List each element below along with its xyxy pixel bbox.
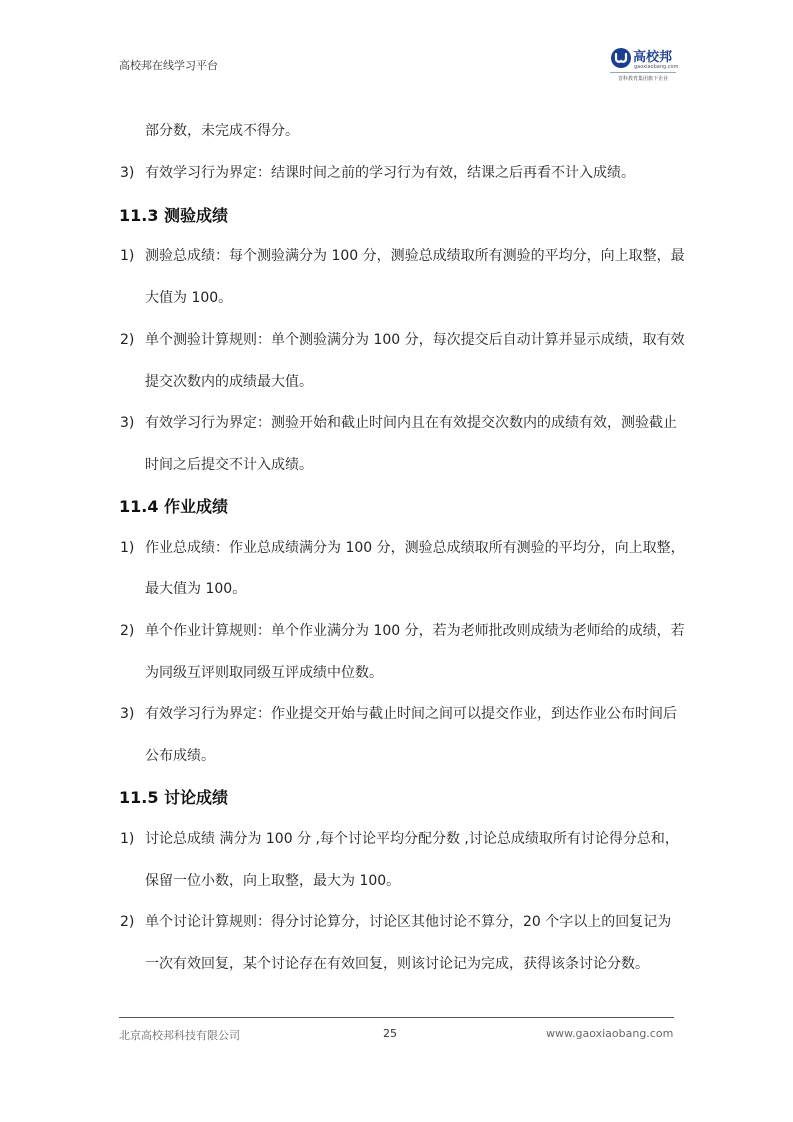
list-item-text: 讨论总成绩 满分为 100 分 ,每个讨论平均分配分数 ,讨论总成绩取所有讨论得分总和， [145, 831, 679, 847]
logo-subtitle: 晋科教育集团旗下企业 [617, 76, 668, 82]
list-number: 3) [120, 165, 135, 181]
list-item-text: 有效学习行为界定：测验开始和截止时间内且在有效提交次数内的成绩有效，测验截止 [145, 415, 677, 431]
list-item-text: 测验总成绩：每个测验满分为 100 分，测验总成绩取所有测验的平均分，向上取整，最 [145, 248, 685, 264]
body-line: 保留一位小数，向上取整，最大为 100。 [145, 873, 401, 889]
header-title: 高校邦在线学习平台 [119, 59, 218, 72]
list-number: 1) [120, 248, 135, 264]
list-item-text: 单个测验计算规则：单个测验满分为 100 分，每次提交后自动计算并显示成绩，取有效 [145, 332, 685, 348]
brand-logo [610, 44, 679, 84]
body-line: 一次有效回复，某个讨论存在有效回复，则该讨论记为完成，获得该条讨论分数。 [145, 956, 649, 972]
list-item-text: 作业总成绩：作业总成绩满分为 100 分，测验总成绩取所有测验的平均分，向上取整， [145, 540, 685, 556]
list-number: 1) [120, 831, 135, 847]
body-line: 大值为 100。 [145, 290, 233, 306]
list-item-text: 单个作业计算规则：单个作业满分为 100 分，若为老师批改则成绩为老师给的成绩，若 [145, 623, 685, 639]
list-item-text: 单个讨论计算规则：得分讨论算分，讨论区其他讨论不算分，20 个字以上的回复记为 [145, 914, 672, 930]
body-line: 最大值为 100。 [145, 581, 247, 597]
list-number: 2) [120, 623, 135, 639]
list-number: 3) [120, 415, 135, 431]
body-line: 公布成绩。 [145, 748, 215, 764]
section-heading: 11.4 作业成绩 [119, 497, 229, 516]
list-number: 1) [120, 540, 135, 556]
footer-url: www.gaoxiaobang.com [546, 1027, 674, 1040]
logo-divider [610, 72, 676, 73]
list-number: 2) [120, 332, 135, 348]
logo-icon [610, 47, 632, 69]
section-heading: 11.5 讨论成绩 [119, 788, 229, 807]
body-line: 部分数，未完成不得分。 [145, 123, 299, 139]
logo-site: gaoxiaobang.com [634, 64, 679, 70]
footer-company: 北京高校邦科技有限公司 [119, 1029, 240, 1042]
body-line: 时间之后提交不计入成绩。 [145, 457, 313, 473]
footer-divider [119, 1017, 674, 1018]
body-line: 为同级互评则取同级互评成绩中位数。 [145, 665, 383, 681]
list-number: 3) [120, 706, 135, 722]
logo-name: 高校邦 [633, 50, 673, 65]
section-heading: 11.3 测验成绩 [119, 206, 229, 225]
list-number: 2) [120, 914, 135, 930]
list-item-text: 有效学习行为界定：作业提交开始与截止时间之间可以提交作业，到达作业公布时间后 [145, 706, 677, 722]
list-item-text: 有效学习行为界定：结课时间之前的学习行为有效，结课之后再看不计入成绩。 [145, 165, 635, 181]
body-line: 提交次数内的成绩最大值。 [145, 374, 313, 390]
page-number: 25 [383, 1027, 397, 1040]
